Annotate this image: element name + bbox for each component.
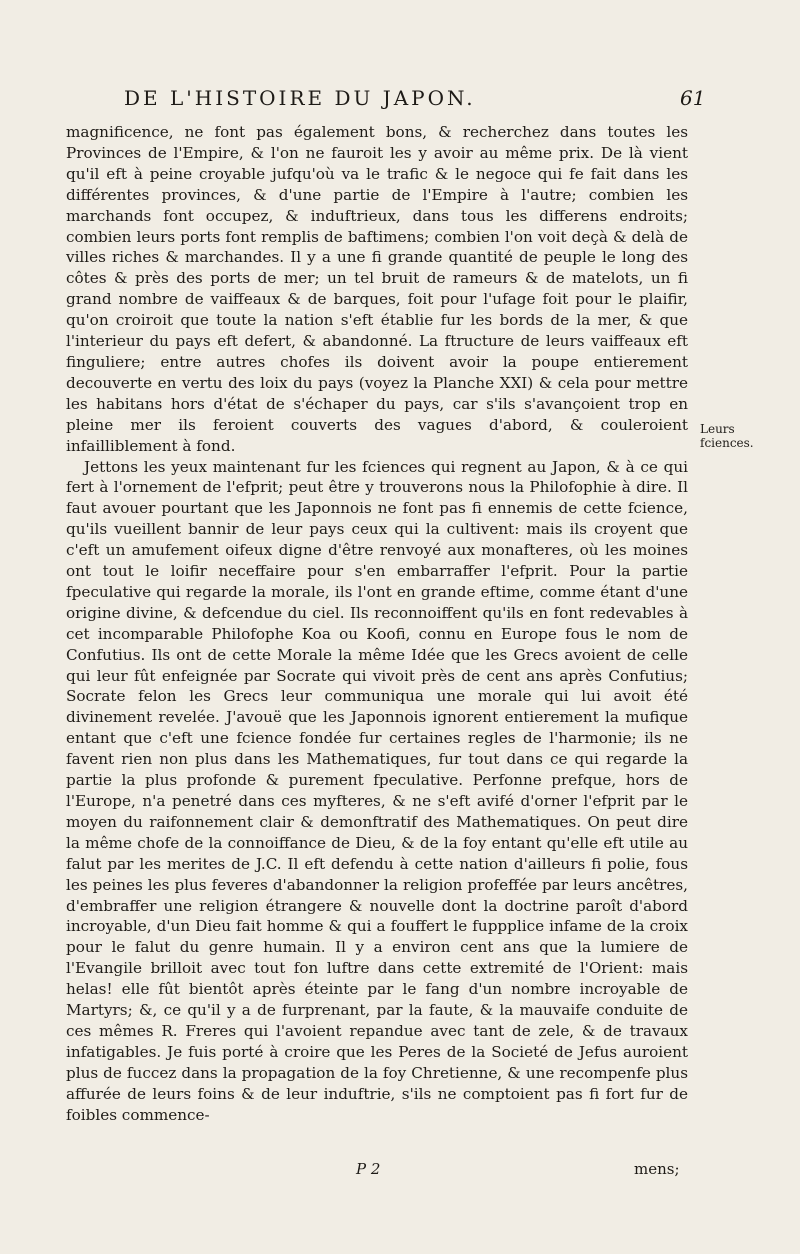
- paragraph-commerce: magnificence, ne font pas également bons, & recherchez dans toutes les Provinces de l'Empire, & l'on ne fauroit les y avoir au même prix. De là vient qu'il eft à peine croyable jufqu'où va le trafic & le negoce qui fe fait dans les différentes provinces, & d'une partie de l'Empire à l'autre; combien les marchands font occupez, & induftrieux, dans tous les differens endroits; combien leurs ports font remplis de baftimens; combien l'on voit deçà & delà de villes riches & marchandes. Il y a une fi grande quantité de peuple le long des côtes & près des ports de mer; un tel bruit de rameurs & de matelots, un fi grand nombre de vaiffeaux & de barques, foit pour l'ufage foit pour le plaifir, qu'on croiroit que toute la nation s'eft établie fur les bords de la mer, & que l'interieur du pays eft defert, & abandonné. La ftructure de leurs vaiffeaux eft finguliere; entre autres chofes ils doivent avoir la poupe entierement decouverte en vertu des loix du pays (voyez la Planche XXI) & cela pour mettre les habitans hors d'état de s'échaper du pays, car s'ils s'avançoient trop en pleine mer ils feroient couverts des vagues d'abord, & couleroient infailliblement à fond.: [66, 123, 688, 455]
- margin-note: Leurs fciences.: [700, 422, 754, 450]
- paragraph-sciences: Jettons les yeux maintenant fur les fciences qui regnent au Japon, & à ce qui fert à l'ornement de l'efprit; peut être y trouverons nous la Philofophie à dire. Il faut avouer pourtant que les Japonnois ne font pas fi ennemis de cette fcience, qu'ils vueillent bannir de leur pays ceux qui la cultivent: mais ils croyent que c'eft un amufement oifeux digne d'être renvoyé aux monafteres, où les moines ont tout le loifir neceffaire pour s'en embarraffer l'efprit. Pour la partie fpeculative qui regarde la morale, ils l'ont en grande eftime, comme étant d'une origine divine, & defcendue du ciel. Ils reconnoiffent qu'ils en font redevables à cet incomparable Philofophe Koa ou Koofi, connu en Europe fous le nom de Confutius. Ils ont de cette Morale la même Idée que les Grecs avoient de celle qui leur fût enfeignée par Socrate qui vivoit près de cent ans après Confutius; Socrate felon les Grecs leur communiqua une morale qui lui avoit été divinement revelée. J'avouë que les Japonnois ignorent entierement la mufique entant que c'eft une fcience fondée fur certaines regles de l'harmonie; ils ne favent rien non plus dans les Mathematiques, fur tout dans ce qui regarde la partie la plus profonde & purement fpeculative. Perfonne prefque, hors de l'Europe, n'a penetré dans ces myfteres, & ne s'eft avifé d'orner l'efprit par le moyen du raifonnement clair & demonftratif des Mathematiques. On peut dire la même chofe de la connoiffance de Dieu, & de la foy entant qu'elle eft utile au falut par les merites de J.C. Il eft defendu à cette nation d'ailleurs fi polie, fous les peines les plus feveres d'abandonner la religion profeffée par leurs ancêtres, d'embraffer une religion étrangere & nouvelle dont la doctrine paroît d'abord incroyable, d'un Dieu fait homme & qui a fouffert le fuppplice infame de la croix pour le falut du genre humain. Il y a environ cent ans que la lumiere de l'Evangile brilloit avec tout fon luftre dans cette extremité de l'Orient: mais helas! elle fût bientôt après éteinte par le fang d'un nombre incroyable de Martyrs; &, ce qu'il y a de furprenant, par la faute, & la mauvaife conduite de ces mêmes R. Freres qui l'avoient repandue avec tant de zele, & de travaux infatigables. Je fuis porté à croire que les Peres de la Societé de Jefus auroient plus de fuccez dans la propagation de la foy Chretienne, & une recompenfe plus affurée de leurs foins & de leur induftrie, s'ils ne comptoient pas fi fort fur de foibles commence-: [66, 457, 688, 1124]
- page-number: 61: [680, 86, 706, 110]
- body-text: [66, 122, 688, 1126]
- running-title: DE L'HISTOIRE DU JAPON.: [124, 86, 476, 110]
- signature-mark: P 2: [356, 1160, 381, 1178]
- catchword: mens;: [634, 1160, 680, 1178]
